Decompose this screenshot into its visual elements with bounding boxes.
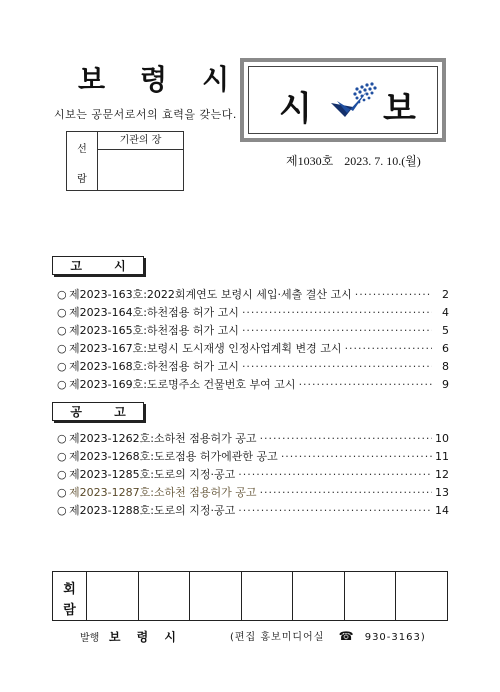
toc-item-notice-169[interactable] bbox=[57, 376, 449, 394]
toc-item-notice-163[interactable] bbox=[57, 286, 449, 304]
leader-dots bbox=[242, 324, 432, 337]
circulation-label-top: 회 bbox=[63, 582, 76, 597]
publisher-name: 보 령 시 bbox=[108, 630, 182, 644]
doc-number: 제2023-1288호: bbox=[69, 504, 154, 517]
boryeong-emblem-icon bbox=[327, 81, 379, 121]
leader-dots bbox=[238, 504, 432, 517]
page-number: 6 bbox=[442, 342, 449, 355]
leader-dots bbox=[299, 378, 432, 391]
bullet-icon: ○ bbox=[57, 288, 67, 301]
section-header-notices: 고 시 bbox=[52, 256, 144, 275]
leader-dots bbox=[281, 450, 432, 463]
doc-title: 도로의 지정·공고 bbox=[153, 468, 236, 481]
issue-number: 제1030호 bbox=[286, 154, 334, 168]
bullet-icon: ○ bbox=[57, 468, 67, 481]
toc-item-announce-1287[interactable] bbox=[57, 484, 449, 502]
bullet-icon: ○ bbox=[57, 450, 67, 463]
page-number: 9 bbox=[442, 378, 449, 391]
page-number: 13 bbox=[435, 486, 449, 499]
bullet-icon: ○ bbox=[57, 360, 67, 373]
page-number: 10 bbox=[435, 432, 449, 445]
toc-item-notice-168[interactable] bbox=[57, 358, 449, 376]
circulation-table bbox=[52, 571, 448, 621]
leader-dots bbox=[242, 360, 432, 373]
approval-label-column bbox=[67, 132, 98, 190]
leader-dots bbox=[345, 342, 432, 355]
bullet-icon: ○ bbox=[57, 378, 67, 391]
validity-statement: 시보는 공문서로서의 효력을 갖는다. bbox=[54, 108, 237, 121]
section-header-announcements: 공 고 bbox=[52, 402, 144, 421]
leader-dots bbox=[355, 288, 432, 301]
circulation-label-bottom: 람 bbox=[63, 603, 76, 618]
approval-box bbox=[66, 131, 184, 191]
toc-item-notice-164[interactable] bbox=[57, 304, 449, 322]
doc-title: 소하천 점용허가 공고 bbox=[153, 486, 257, 499]
doc-number: 제2023-163호: bbox=[69, 288, 147, 301]
circulation-cell bbox=[139, 572, 191, 620]
toc-item-notice-165[interactable] bbox=[57, 322, 449, 340]
page-number: 2 bbox=[442, 288, 449, 301]
doc-number: 제2023-1268호: bbox=[69, 450, 154, 463]
doc-number: 제2023-1285호: bbox=[69, 468, 154, 481]
doc-number: 제2023-168호: bbox=[69, 360, 147, 373]
doc-title: 하천점용 허가 고시 bbox=[146, 306, 239, 319]
doc-title: 하천점용 허가 고시 bbox=[146, 324, 239, 337]
doc-title: 도로의 지정·공고 bbox=[153, 504, 236, 517]
doc-title: 보령시 도시재생 인정사업계획 변경 고시 bbox=[146, 342, 342, 355]
doc-title: 도로점용 허가에관한 공고 bbox=[153, 450, 278, 463]
leader-dots bbox=[242, 306, 432, 319]
page-number: 14 bbox=[435, 504, 449, 517]
doc-title: 소하천 점용허가 공고 bbox=[153, 432, 257, 445]
doc-title: 도로명주소 건물번호 부여 고시 bbox=[146, 378, 296, 391]
doc-title: 하천점용 허가 고시 bbox=[146, 360, 239, 373]
leader-dots bbox=[260, 432, 432, 445]
city-title: 보 령 시 bbox=[78, 65, 244, 96]
gazette-title-right: 보 bbox=[383, 89, 416, 129]
doc-number: 제2023-169호: bbox=[69, 378, 147, 391]
page-number: 4 bbox=[442, 306, 449, 319]
contact-info bbox=[230, 628, 426, 643]
leader-dots bbox=[238, 468, 432, 481]
bullet-icon: ○ bbox=[57, 342, 67, 355]
circulation-cell bbox=[87, 572, 139, 620]
circulation-cell bbox=[345, 572, 397, 620]
announcement-list bbox=[57, 430, 449, 520]
notice-list bbox=[57, 286, 449, 394]
phone-number: 930-3163) bbox=[364, 632, 426, 643]
circulation-cell bbox=[396, 572, 447, 620]
toc-item-announce-1285[interactable] bbox=[57, 466, 449, 484]
approval-label-top: 선 bbox=[77, 144, 87, 155]
phone-icon: ☎ bbox=[338, 629, 355, 643]
approval-head-cell: 기관의 장 bbox=[98, 132, 183, 150]
publisher-label: 발행 bbox=[80, 633, 100, 644]
doc-number: 제2023-164호: bbox=[69, 306, 147, 319]
circulation-cell bbox=[242, 572, 294, 620]
doc-number: 제2023-165호: bbox=[69, 324, 147, 337]
issue-date: 2023. 7. 10.(월) bbox=[344, 154, 421, 168]
editorial-office: (편집 홍보미디어실 bbox=[230, 632, 325, 643]
footer bbox=[80, 628, 440, 645]
toc-item-announce-1288[interactable] bbox=[57, 502, 449, 520]
page-number: 11 bbox=[435, 450, 449, 463]
page-number: 5 bbox=[442, 324, 449, 337]
circulation-cell bbox=[293, 572, 345, 620]
approval-label-bottom: 람 bbox=[77, 174, 87, 185]
circulation-cell bbox=[190, 572, 242, 620]
doc-number: 제2023-1262호: bbox=[69, 432, 154, 445]
gazette-inner-frame bbox=[248, 66, 438, 134]
bullet-icon: ○ bbox=[57, 486, 67, 499]
bullet-icon: ○ bbox=[57, 306, 67, 319]
bullet-icon: ○ bbox=[57, 324, 67, 337]
toc-item-notice-167[interactable] bbox=[57, 340, 449, 358]
doc-title: 2022회계연도 보령시 세입·세출 결산 고시 bbox=[146, 288, 352, 301]
circulation-label bbox=[53, 572, 87, 620]
doc-number: 제2023-167호: bbox=[69, 342, 147, 355]
issue-line bbox=[286, 152, 429, 169]
gazette-masthead bbox=[240, 58, 446, 142]
toc-item-announce-1268[interactable] bbox=[57, 448, 449, 466]
doc-number: 제2023-1287호: bbox=[69, 486, 154, 499]
page-number: 8 bbox=[442, 360, 449, 373]
gazette-title-left: 시 bbox=[279, 89, 312, 129]
bullet-icon: ○ bbox=[57, 504, 67, 517]
bullet-icon: ○ bbox=[57, 432, 67, 445]
page-number: 12 bbox=[435, 468, 449, 481]
toc-item-announce-1262[interactable] bbox=[57, 430, 449, 448]
leader-dots bbox=[260, 486, 432, 499]
